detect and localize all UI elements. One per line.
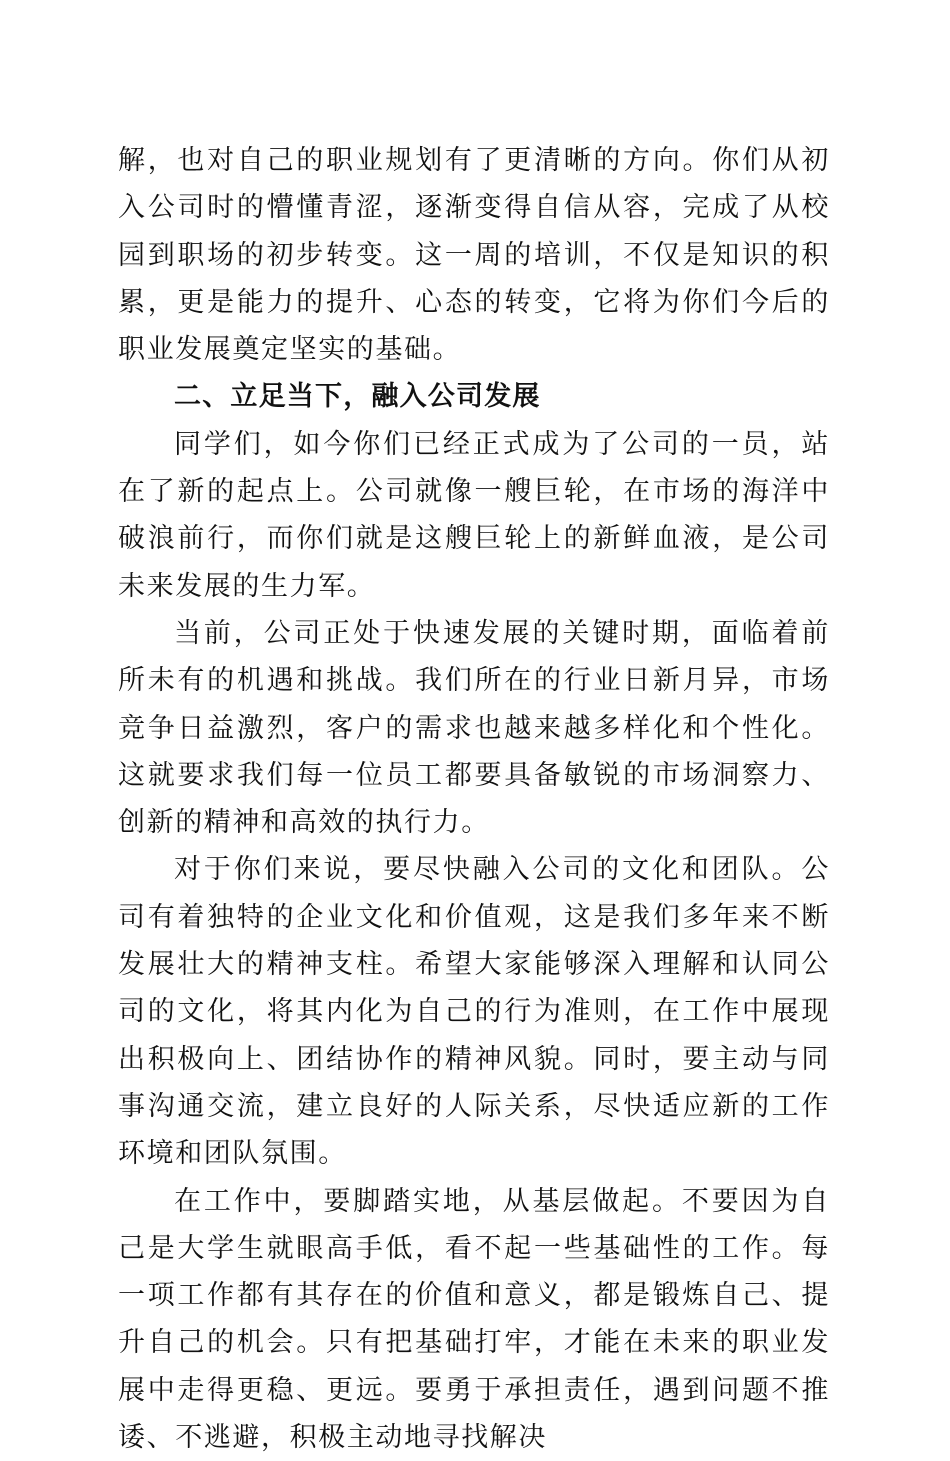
paragraph: 在工作中，要脚踏实地，从基层做起。不要因为自己是大学生就眼高手低，看不起一些基础性的工作。每一项工作都有其存在的价值和意义，都是锻炼自己、提升自己的机会。只有把基础打牢，才能在未来的职业发展中走得更稳、更远。要勇于承担责任，遇到问题不推诿、不逃避，积极主动地寻找解决: [118, 1185, 830, 1454]
paragraph: 同学们，如今你们已经正式成为了公司的一员，站在了新的起点上。公司就像一艘巨轮，在市场的海洋中破浪前行，而你们就是这艘巨轮上的新鲜血液，是公司未来发展的生力军。: [118, 428, 830, 602]
section-heading: 二、立足当下，融入公司发展: [174, 381, 541, 413]
paragraph: 当前，公司正处于快速发展的关键时期，面临着前所未有的机遇和挑战。我们所在的行业日新月异，市场竞争日益激烈，客户的需求也越来越多样化和个性化。这就要求我们每一位员工都要具备敏锐的市场洞察力、创新的精神和高效的执行力。: [118, 617, 830, 839]
paragraph-continuation: 解，也对自己的职业规划有了更清晰的方向。你们从初入公司时的懵懂青涩，逐渐变得自信从容，完成了从校园到职场的初步转变。这一周的培训，不仅是知识的积累，更是能力的提升、心态的转变，它将为你们今后的职业发展奠定坚实的基础。: [118, 145, 830, 366]
paragraph: 对于你们来说，要尽快融入公司的文化和团队。公司有着独特的企业文化和价值观，这是我们多年来不断发展壮大的精神支柱。希望大家能够深入理解和认同公司的文化，将其内化为自己的行为准则，在工作中展现出积极向上、团结协作的精神风貌。同时，要主动与同事沟通交流，建立良好的人际关系，尽快适应新的工作环境和团队氛围。: [118, 854, 830, 1170]
document-body: [118, 137, 830, 1461]
